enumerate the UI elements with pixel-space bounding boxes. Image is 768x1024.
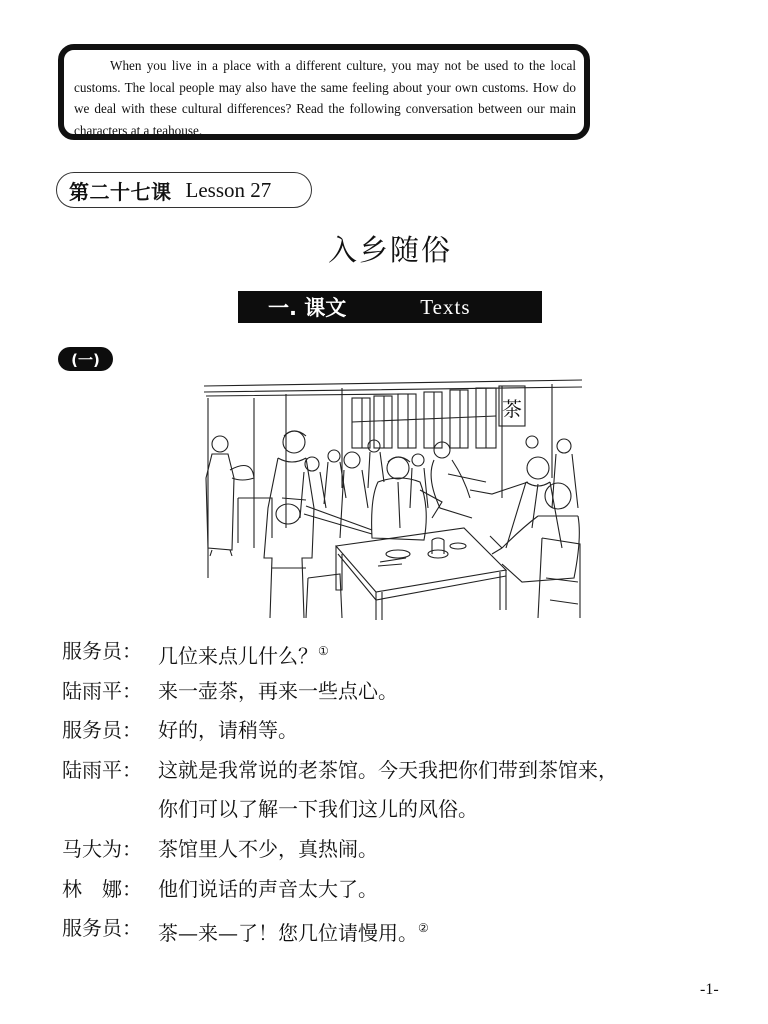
dialogue-line: [62, 830, 722, 870]
dialogue-line: [62, 672, 722, 712]
dialogue-line-continuation: [62, 790, 722, 830]
speaker: 陆雨平：: [62, 757, 142, 782]
dialogue-line: [62, 751, 722, 791]
part-badge: (一): [58, 347, 113, 371]
speaker: 林 娜：: [62, 876, 142, 901]
lesson-title: 入乡随俗: [327, 233, 452, 267]
speaker: 马大为：: [62, 836, 142, 861]
dialogue: [62, 632, 722, 949]
section-label-en: Texts: [420, 294, 471, 319]
section-header: [238, 291, 542, 323]
lesson-tag: [56, 172, 312, 208]
speech-text: 好的，请稍等。: [158, 718, 298, 743]
speaker: 服务员：: [62, 718, 142, 743]
speech-text: 你们可以了解一下我们这儿的风俗。: [158, 797, 478, 822]
speaker: 服务员：: [62, 916, 142, 941]
footnote-mark: ①: [318, 644, 329, 658]
speech-text: 来一壶茶，再来一些点心。: [158, 678, 398, 703]
dialogue-line: [62, 632, 722, 672]
section-label-cn: 一. 课文: [268, 296, 347, 320]
teahouse-illustration: [202, 378, 584, 622]
lesson-label-en: Lesson 27: [185, 177, 272, 202]
speech-text: 这就是我常说的老茶馆。今天我把你们带到茶馆来，: [158, 757, 618, 782]
dialogue-line: [62, 909, 722, 949]
speech-text: 茶馆里人不少，真热闹。: [158, 836, 378, 861]
speech: [158, 632, 722, 672]
speech-text: 茶—来—了！您几位请慢用。: [158, 921, 418, 946]
speech-text: 几位来点儿什么？: [158, 644, 318, 668]
page-number: -1-: [700, 981, 719, 998]
lesson-label-cn: 第二十七课: [69, 179, 172, 204]
speaker: 陆雨平：: [62, 678, 142, 703]
tea-sign-char: 茶: [502, 397, 522, 421]
speaker: 服务员：: [62, 639, 142, 663]
speech-text: 他们说话的声音太大了。: [158, 876, 378, 901]
dialogue-line: [62, 711, 722, 751]
dialogue-line: [62, 870, 722, 910]
intro-box: [58, 44, 590, 140]
speech: [158, 909, 722, 949]
footnote-mark: ②: [418, 921, 429, 936]
intro-text: When you live in a place with a different culture, you may not be used to the local customs. The local people may also have the same feeling about your own customs. How do we deal with these cultural differences? Read the following conversation between our main characters at a teahouse.: [74, 58, 576, 138]
